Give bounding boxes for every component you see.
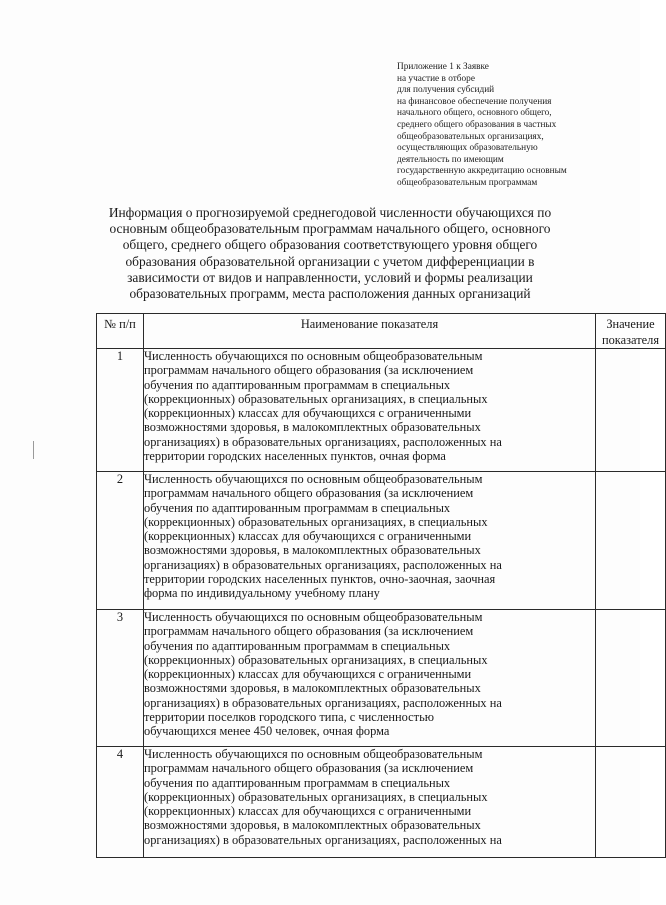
indicator-line: обучающихся менее 450 человек, очная форма [144,724,390,739]
table-header-row [97,314,666,349]
header-value-line: показателя [601,333,660,347]
indicator-line: обучения по адаптированным программам в специальных [144,638,451,653]
header-indicator-name: Наименование показателя [144,314,596,349]
row-number: 3 [97,610,144,747]
row-value-cell [596,349,666,472]
indicator-line: возможностями здоровья, в малокомплектных образовательных [144,681,481,696]
indicator-line: Численность обучающихся по основным общеобразовательным [144,349,483,363]
indicator-line: обучения по адаптированным программам в специальных [144,500,451,515]
annex-line: общеобразовательных организациях, [397,131,544,142]
indicator-line: обучения по адаптированным программам в специальных [144,377,451,392]
indicator-line: обучения по адаптированным программам в специальных [144,775,451,790]
indicator-line: возможностями здоровья, в малокомплектных образовательных [144,420,481,435]
row-value-cell [596,472,666,610]
heading-line: зависимости от видов и направленности, условий и формы реализации [127,269,533,285]
indicator-line: (коррекционных) классах для обучающихся с ограниченными [144,804,472,819]
row-value-cell [596,610,666,747]
indicator-line: (коррекционных) классах для обучающихся с ограниченными [144,667,472,682]
table-row [97,747,666,858]
header-number: № п/п [97,314,144,349]
row-indicator-name [144,747,596,858]
indicator-line: программам начального общего образования (за исключением [144,486,474,501]
indicator-line: территории поселков городского типа, с численностью [144,710,434,725]
heading-line: основным общеобразовательным программам начального общего, основного [109,221,551,237]
indicator-line: (коррекционных) классах для обучающихся с ограниченными [144,529,472,544]
annex-line: начального общего, основного общего, [397,108,552,119]
indicator-line: программам начального общего образования (за исключением [144,761,474,776]
annex-line: на участие в отборе [397,73,475,84]
indicator-line: (коррекционных) образовательных организациях, в специальных [144,652,488,667]
heading-line: Информация о прогнозируемой среднегодовой численности обучающихся по [108,205,552,220]
indicator-line: Численность обучающихся по основным общеобразовательным [144,747,483,761]
heading-line: образовательных программ, места расположения данных организаций [129,286,531,302]
indicator-line: (коррекционных) образовательных организациях, в специальных [144,789,488,804]
row-indicator-name [144,472,596,610]
annex-line: на финансовое обеспечение получения [397,96,552,107]
indicator-line: Численность обучающихся по основным общеобразовательным [144,610,483,624]
scan-edge-mark [33,441,34,459]
annex-line: для получения субсидий [397,85,495,96]
header-indicator-value [596,314,666,349]
row-indicator-name [144,349,596,472]
annex-line: государственную аккредитацию основным [397,166,567,177]
annex-line: осуществляющих образовательную [397,143,538,154]
annex-line: Приложение 1 к Заявке [397,62,489,72]
indicator-line: (коррекционных) классах для обучающихся с ограниченными [144,406,472,421]
indicator-line: организациях) в образовательных организациях, расположенных на [144,832,502,847]
indicator-line: Численность обучающихся по основным общеобразовательным [144,472,483,486]
row-number: 4 [97,747,144,858]
table-row [97,472,666,610]
indicator-line: организациях) в образовательных организациях, расположенных на [144,557,502,572]
indicator-line: (коррекционных) образовательных организациях, в специальных [144,514,488,529]
table-row [97,610,666,747]
annex-line: среднего общего образования в частных [397,119,557,130]
indicator-line: программам начального общего образования (за исключением [144,624,474,639]
row-number: 2 [97,472,144,610]
table-row [97,349,666,472]
indicator-line: территории городских населенных пунктов, очная форма [144,449,446,464]
annex-line: общеобразовательным программам [397,177,538,188]
indicator-line: организациях) в образовательных организациях, расположенных на [144,434,502,449]
indicator-line: возможностями здоровья, в малокомплектных образовательных [144,818,481,833]
indicator-line: (коррекционных) образовательных организациях, в специальных [144,391,488,406]
indicator-line: территории городских населенных пунктов, очно-заочная, заочная [144,572,496,587]
heading-line: общего, среднего общего образования соответствующего уровня общего [122,237,538,253]
row-number: 1 [97,349,144,472]
indicator-line: программам начального общего образования (за исключением [144,363,474,378]
heading-line: образования образовательной организации с учетом дифференциации в [125,253,535,269]
indicator-line: возможностями здоровья, в малокомплектных образовательных [144,543,481,558]
indicator-table [96,313,666,858]
indicator-line: организациях) в образовательных организациях, расположенных на [144,695,502,710]
document-heading [90,205,570,302]
annex-note [397,62,617,190]
annex-line: деятельность по имеющим [397,154,504,165]
row-indicator-name [144,610,596,747]
indicator-line: форма по индивидуальному учебному плану [144,586,380,601]
row-value-cell [596,747,666,858]
header-value-line: Значение [606,317,655,331]
